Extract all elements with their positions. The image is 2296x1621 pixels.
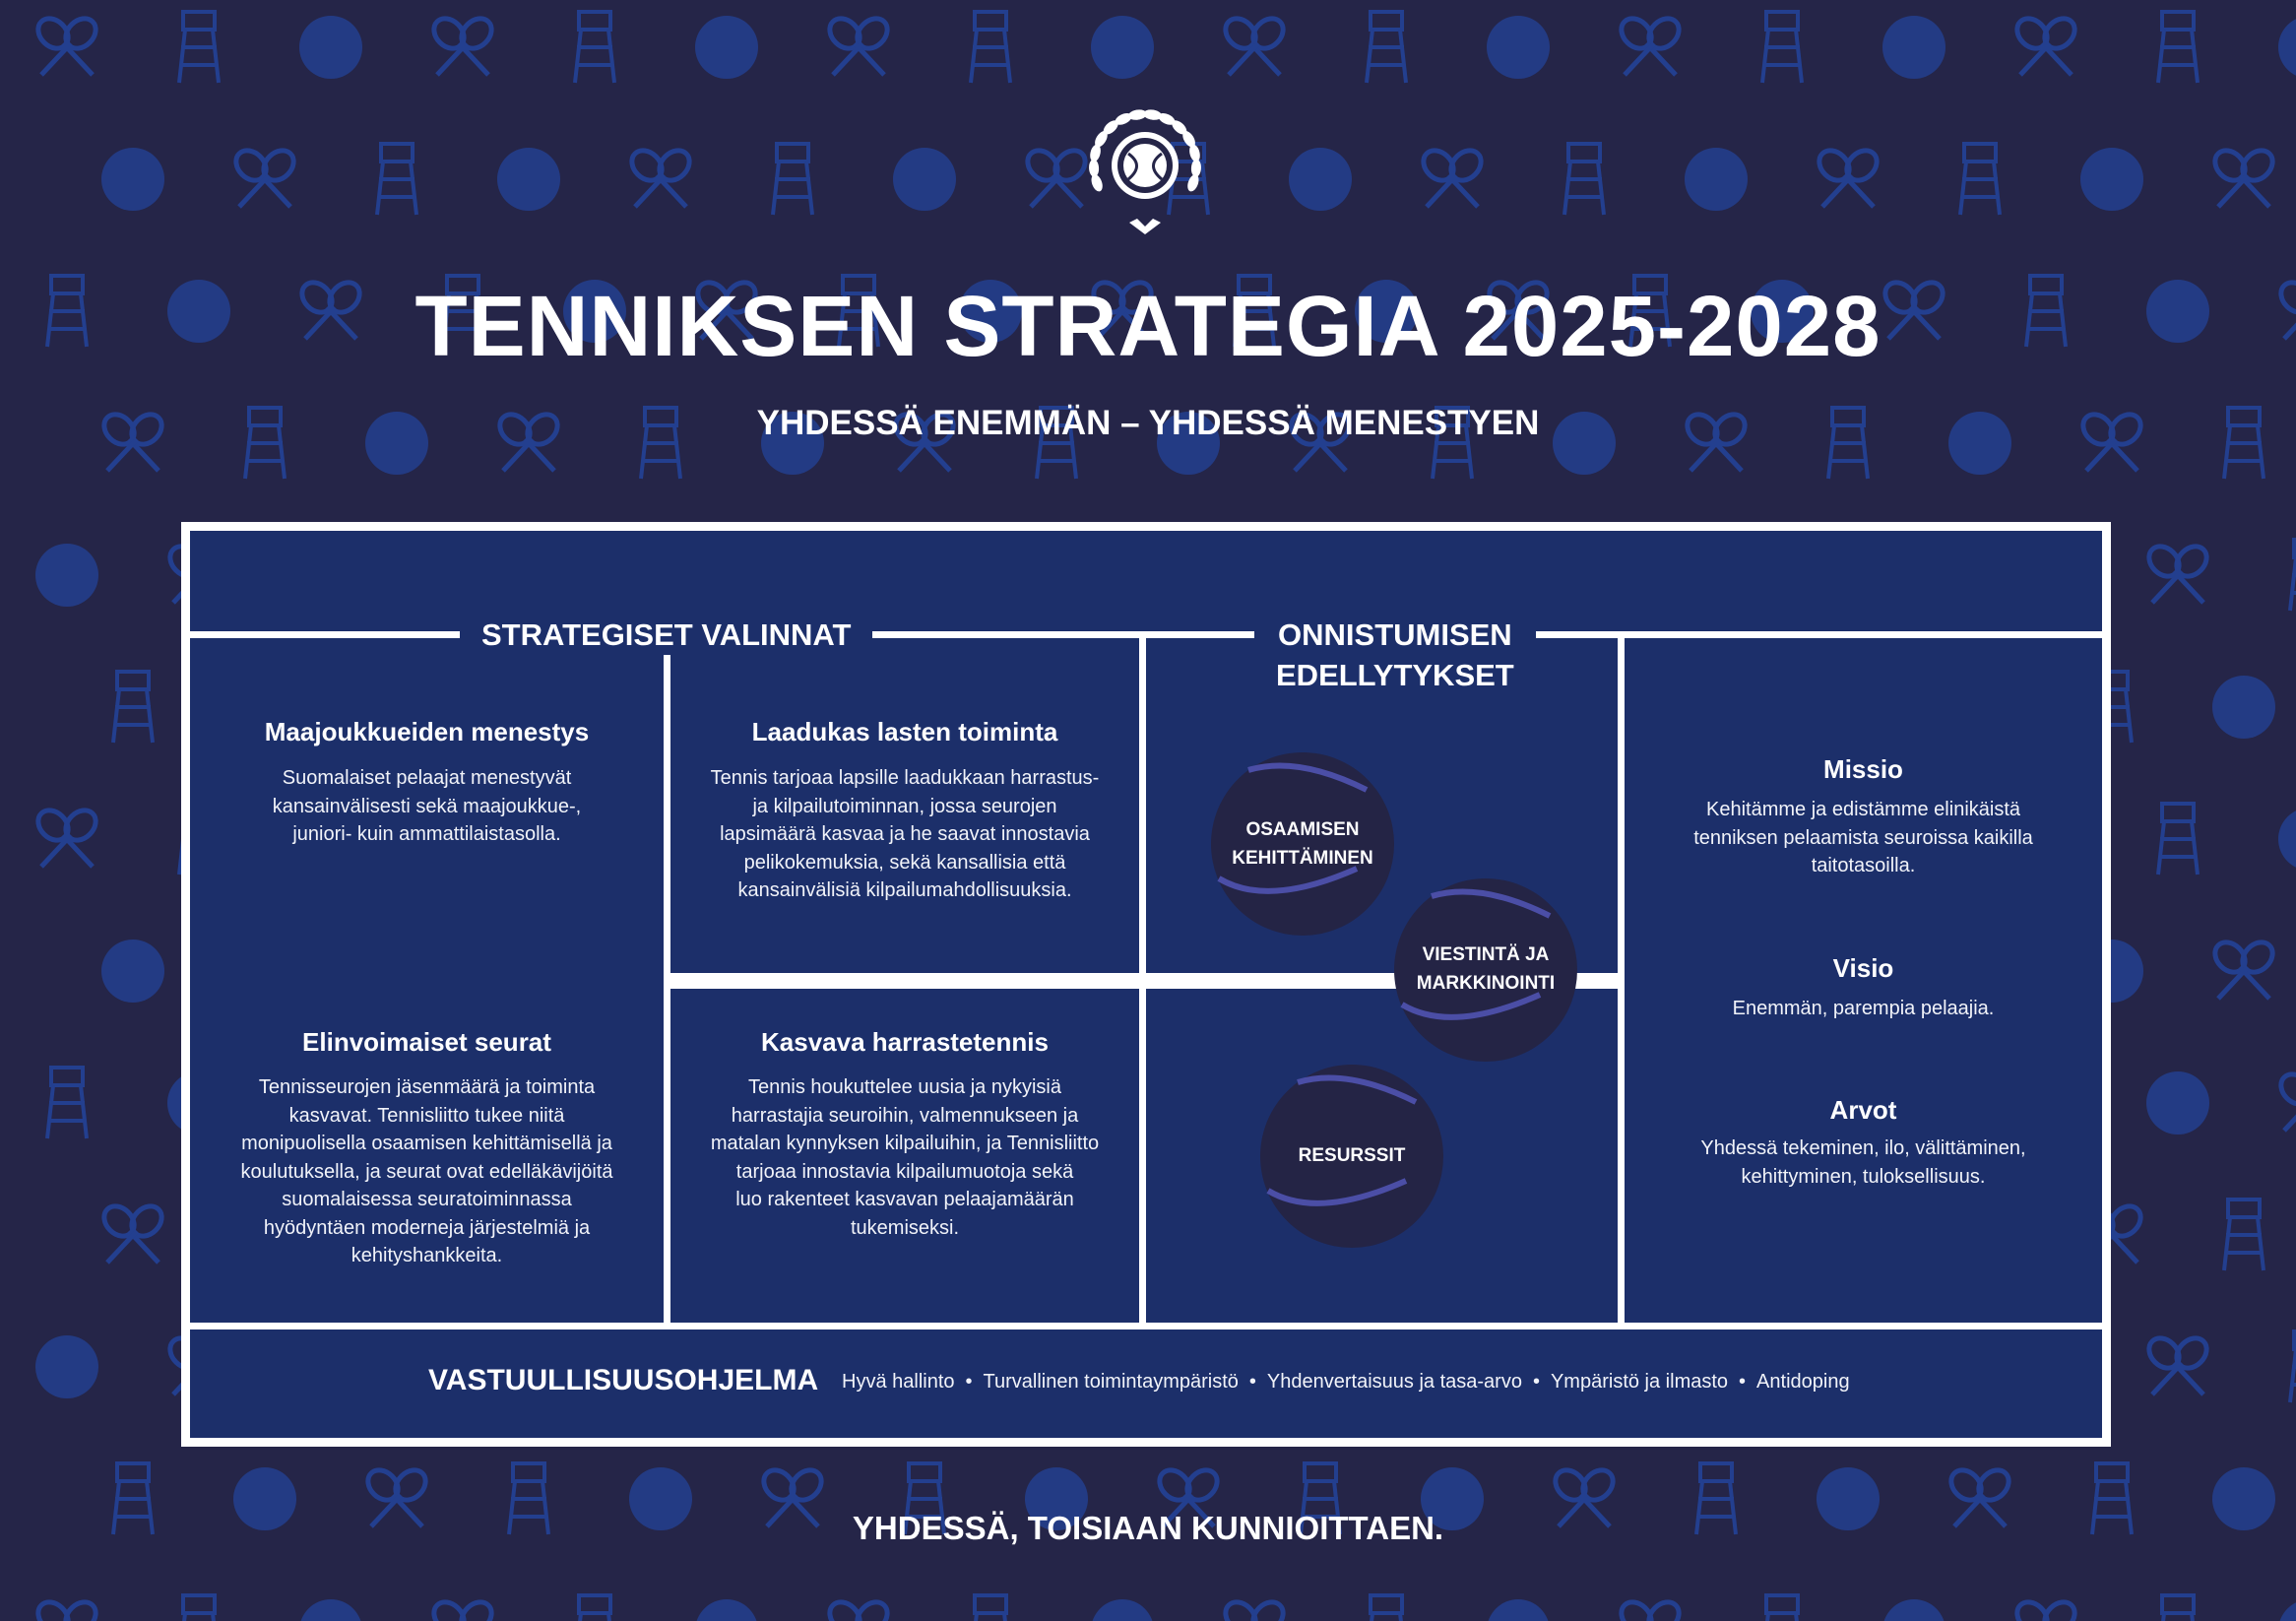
card-text-hobby-tennis	[670, 1073, 1139, 1242]
card-text-line: koulutuksella, ja seurat ovat edelläkävijöitä	[240, 1160, 613, 1183]
tennis-ball-icon	[2278, 16, 2296, 79]
card-text-line: matalan kynnyksen kilpailuihin, ja Tennisliitto	[710, 1133, 1100, 1154]
card-text-children	[670, 764, 1139, 905]
umpire-chair-icon	[2224, 1200, 2264, 1270]
crossed-rackets-icon	[1220, 13, 1289, 75]
card-text-line: lapsimäärä kasvaa ja he saavat innostavia	[720, 823, 1090, 845]
umpire-chair-icon	[1762, 12, 1802, 83]
card-title-national-teams: Maajoukkueiden menestys	[264, 717, 590, 746]
values-title: Arvot	[1829, 1095, 1897, 1125]
card-text-line: tarjoaa innostavia kilpailumuotoja sekä	[735, 1160, 1074, 1183]
responsibility-title: VASTUULLISUUSOHJELMA	[428, 1364, 819, 1396]
card-text-line: monipuolisella osaamisen kehittämisellä ja	[241, 1133, 612, 1154]
bullet-separator: •	[1248, 1371, 1256, 1393]
tennis-ball-icon	[1882, 16, 1945, 79]
tennis-ball-icon	[101, 148, 164, 211]
umpire-chair-icon	[773, 144, 812, 215]
umpire-chair-icon	[575, 1595, 614, 1621]
crossed-rackets-icon	[428, 1596, 497, 1621]
bullet-separator: •	[1532, 1371, 1540, 1393]
card-text-line: kansainvälisesti sekä maajoukkue-,	[272, 795, 582, 817]
tennis-ball-icon	[1487, 16, 1550, 79]
strategic-choices-title: STRATEGISET VALINNAT	[460, 615, 872, 655]
umpire-chair-icon	[1960, 144, 2000, 215]
umpire-chair-icon	[377, 144, 416, 215]
card-text-line: Tennisseurojen jäsenmäärä ja toiminta	[258, 1076, 596, 1098]
mission-text-line: taitotasoilla.	[1811, 855, 1916, 876]
values-text	[1625, 1135, 2102, 1191]
card-text-line: Tennis houkuttelee uusia ja nykyisiä	[748, 1076, 1061, 1098]
ball-label-skills	[1209, 815, 1396, 873]
umpire-chair-icon	[2158, 12, 2198, 83]
tennis-ball-icon	[1685, 148, 1748, 211]
umpire-chair-icon	[971, 1595, 1010, 1621]
responsibility-item: Yhdenvertaisuus ja tasa-arvo	[1266, 1371, 1522, 1393]
card-text-line: suomalaisessa seuratoiminnassa	[282, 1189, 572, 1210]
card-text-line: ja kilpailutoiminnan, jossa seurojen	[752, 795, 1057, 817]
crossed-rackets-icon	[2143, 1332, 2212, 1394]
vision-text	[1625, 995, 2102, 1023]
responsibility-item: Antidoping	[1756, 1371, 1850, 1393]
umpire-chair-icon	[2290, 1331, 2296, 1402]
card-text-line: kasvavat. Tennisliitto tukee niitä	[288, 1104, 565, 1127]
crossed-rackets-icon	[1814, 145, 1882, 207]
vision-text-line: Enemmän, parempia pelaajia.	[1732, 998, 1995, 1019]
success-factors-title	[1254, 615, 1536, 695]
crossed-rackets-icon	[2275, 1069, 2296, 1131]
ball-label-line: MARKKINOINTI	[1416, 973, 1556, 994]
strategy-board	[181, 522, 2111, 1447]
card-text-line: tukemiseksi.	[850, 1216, 960, 1239]
card-text-line: juniori- kuin ammattilaistasolla.	[292, 823, 561, 845]
ball-label-line: RESURSSIT	[1298, 1145, 1406, 1166]
crossed-rackets-icon	[32, 13, 101, 75]
crossed-rackets-icon	[1616, 1596, 1685, 1621]
crossed-rackets-icon	[1418, 145, 1487, 207]
federation-emblem-icon	[1078, 97, 1212, 236]
mission-text-line: Kehitämme ja edistämme elinikäistä	[1705, 799, 2021, 820]
umpire-chair-icon	[2290, 540, 2296, 611]
crossed-rackets-icon	[2011, 13, 2080, 75]
umpire-chair-icon	[179, 12, 219, 83]
tennis-ball-icon	[695, 16, 758, 79]
success-factors-title-line: EDELLYTYKSET	[1276, 658, 1514, 692]
tennis-ball-icon	[299, 16, 362, 79]
card-title-hobby-tennis: Kasvava harrastetennis	[761, 1027, 1049, 1057]
responsibility-items	[842, 1367, 1850, 1398]
card-text-line: kansainvälisiä kilpailumahdollisuuksia.	[737, 879, 1072, 901]
crossed-rackets-icon	[824, 13, 893, 75]
page-title: TENNIKSEN STRATEGIA 2025-2028	[415, 279, 1881, 374]
footer-motto: YHDESSÄ, TOISIAAN KUNNIOITTAEN.	[852, 1510, 1444, 1546]
umpire-chair-icon	[47, 1068, 87, 1138]
umpire-chair-icon	[2158, 804, 2198, 875]
tennis-ball-icon	[497, 148, 560, 211]
tennis-ball-icon	[101, 940, 164, 1003]
page-subtitle: YHDESSÄ ENEMMÄN – YHDESSÄ MENESTYEN	[756, 404, 1540, 442]
crossed-rackets-icon	[1220, 1596, 1289, 1621]
card-text-line: harrastajia seuroihin, valmennukseen ja	[731, 1104, 1079, 1127]
responsibility-item: Hyvä hallinto	[842, 1371, 955, 1393]
tennis-ball-icon	[1289, 148, 1352, 211]
tennis-ball-icon	[299, 1599, 362, 1621]
vision-title: Visio	[1832, 953, 1894, 983]
card-text-clubs	[190, 1073, 664, 1270]
mission-title: Missio	[1823, 754, 1903, 784]
tennis-ball-icon	[1882, 1599, 1945, 1621]
tennis-ball-icon	[2212, 676, 2275, 739]
crossed-rackets-icon	[2209, 937, 2278, 999]
mission-text	[1625, 796, 2102, 880]
bullet-separator: •	[1739, 1371, 1747, 1393]
umpire-chair-icon	[971, 12, 1010, 83]
card-text-line: Tennis tarjoaa lapsille laadukkaan harrastus-	[710, 767, 1100, 789]
card-title-clubs: Elinvoimaiset seurat	[302, 1027, 551, 1057]
responsibility-item: Turvallinen toimintaympäristö	[983, 1371, 1239, 1393]
crossed-rackets-icon	[2011, 1596, 2080, 1621]
success-factors-title-line: ONNISTUMISEN	[1278, 617, 1512, 652]
umpire-chair-icon	[1762, 1595, 1802, 1621]
umpire-chair-icon	[1367, 1595, 1406, 1621]
bullet-separator: •	[965, 1371, 973, 1393]
mission-text-line: tenniksen pelaamista seuroissa kaikilla	[1693, 826, 2033, 849]
ball-label-line: VIESTINTÄ JA	[1422, 944, 1550, 965]
values-text-line: Yhdessä tekeminen, ilo, välittäminen,	[1700, 1137, 2026, 1159]
card-text-national-teams	[190, 764, 664, 849]
umpire-chair-icon	[575, 12, 614, 83]
umpire-chair-icon	[179, 1595, 219, 1621]
card-title-children: Laadukas lasten toiminta	[751, 717, 1058, 746]
ball-label-line: OSAAMISEN	[1245, 819, 1360, 840]
tennis-ball-icon	[2080, 148, 2143, 211]
tennis-ball-icon	[2278, 808, 2296, 871]
ball-label-resources	[1258, 1141, 1445, 1170]
crossed-rackets-icon	[824, 1596, 893, 1621]
crossed-rackets-icon	[98, 1200, 167, 1263]
card-text-line: hyödyntäen moderneja järjestelmiä ja	[263, 1216, 591, 1239]
crossed-rackets-icon	[2209, 145, 2278, 207]
crossed-rackets-icon	[1616, 13, 1685, 75]
crossed-rackets-icon	[230, 145, 299, 207]
tennis-ball-icon	[695, 1599, 758, 1621]
crossed-rackets-icon	[32, 805, 101, 867]
card-text-line: pelikokemuksia, sekä kansallisia että	[743, 851, 1066, 874]
tennis-ball-icon	[1091, 16, 1154, 79]
umpire-chair-icon	[2158, 1595, 2198, 1621]
crossed-rackets-icon	[32, 1596, 101, 1621]
tennis-ball-icon	[35, 1335, 98, 1398]
tennis-ball-icon	[1487, 1599, 1550, 1621]
ball-label-communication	[1392, 940, 1579, 998]
card-text-line: Suomalaiset pelaajat menestyvät	[282, 767, 572, 789]
crossed-rackets-icon	[626, 145, 695, 207]
tennis-ball-icon	[2146, 1071, 2209, 1135]
umpire-chair-icon	[1564, 144, 1604, 215]
crossed-rackets-icon	[2143, 541, 2212, 603]
ball-label-line: KEHITTÄMINEN	[1232, 848, 1373, 869]
tennis-ball-icon	[2278, 1599, 2296, 1621]
responsibility-item: Ympäristö ja ilmasto	[1550, 1371, 1729, 1393]
crossed-rackets-icon	[428, 13, 497, 75]
umpire-chair-icon	[1367, 12, 1406, 83]
tennis-ball-icon	[893, 148, 956, 211]
tennis-ball-icon	[35, 544, 98, 607]
card-text-line: luo rakenteet kasvavan pelaajamäärän	[735, 1189, 1074, 1210]
umpire-chair-icon	[113, 672, 153, 743]
card-text-line: kehityshankkeita.	[351, 1245, 503, 1266]
tennis-ball-icon	[1091, 1599, 1154, 1621]
values-text-line: kehittyminen, tuloksellisuus.	[1741, 1165, 1986, 1188]
